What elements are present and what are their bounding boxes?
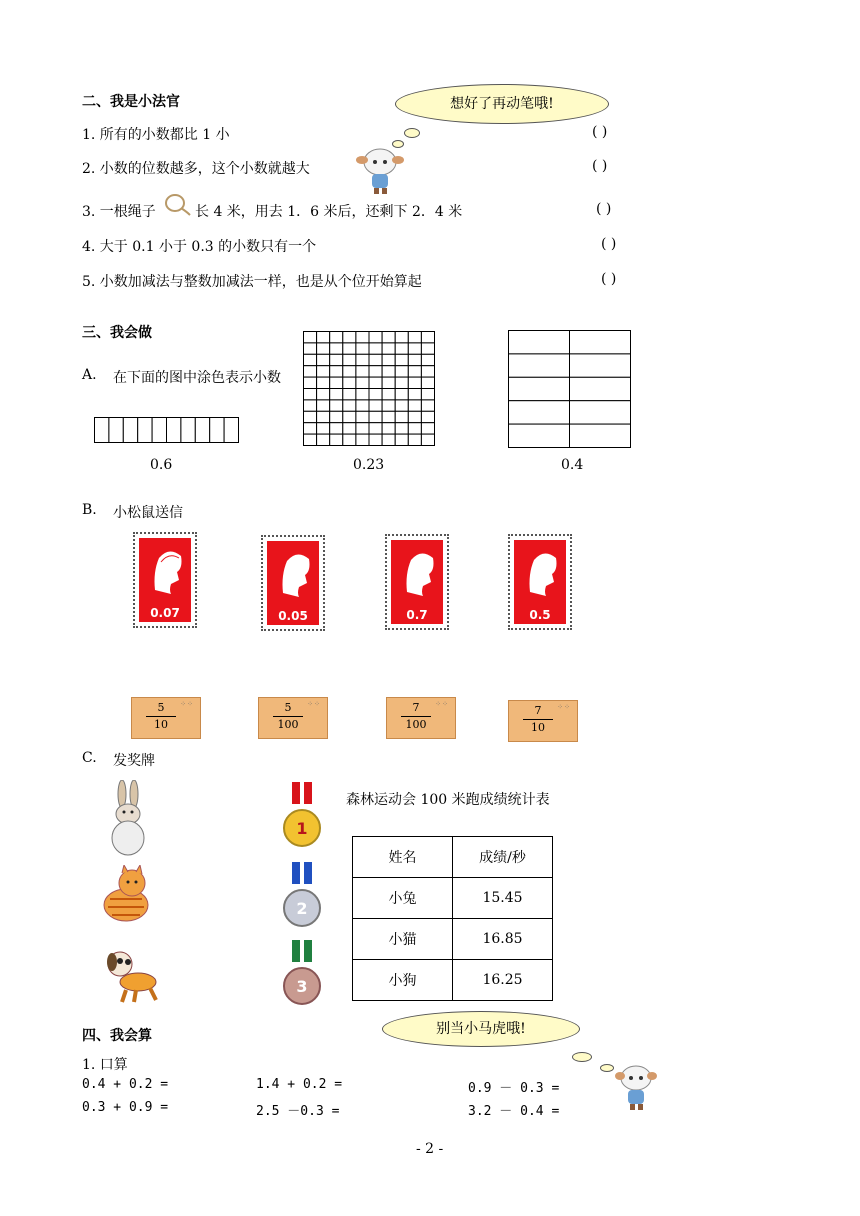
fraction-numerator: 5 <box>284 701 292 714</box>
grid-cell[interactable] <box>317 389 330 400</box>
grid-cell[interactable] <box>395 434 408 445</box>
part-c-label: C. <box>82 750 97 766</box>
section3-title: 三、我会做 <box>82 325 152 341</box>
grid-cell[interactable] <box>408 423 421 434</box>
grid-cell[interactable] <box>369 389 382 400</box>
grid-label-fifths: 0.4 <box>561 457 584 473</box>
grid-cell[interactable] <box>330 377 343 388</box>
table-row <box>353 919 553 960</box>
stamp-value: 0.07 <box>150 606 180 620</box>
grid-cell[interactable] <box>570 354 631 377</box>
postcode-dots-icon: ⁘⁘ <box>435 700 449 708</box>
grid-label-hundredths: 0.23 <box>353 457 385 473</box>
hundredths-grid[interactable] <box>303 331 435 446</box>
grid-cell[interactable] <box>382 423 395 434</box>
grid-cell[interactable] <box>304 434 317 445</box>
grid-cell[interactable] <box>369 434 382 445</box>
grid-cell[interactable] <box>317 400 330 411</box>
grid-cell[interactable] <box>408 377 421 388</box>
grid-cell[interactable] <box>356 354 369 365</box>
grid-cell[interactable] <box>330 343 343 354</box>
grid-cell[interactable] <box>408 400 421 411</box>
table-cell: 16.25 <box>453 960 553 1001</box>
judge-item-1: 1. 所有的小数都比 1 小 <box>82 127 230 143</box>
math-problem[interactable]: 3.2 － 0.4 = <box>468 1104 560 1119</box>
grid-cell[interactable] <box>369 332 382 343</box>
judge-item-3b: 长 4 米，用去 1．6 米后，还剩下 2．4 米 <box>195 204 463 220</box>
grid-cell[interactable] <box>356 366 369 377</box>
cat-icon[interactable] <box>96 865 156 925</box>
grid-cell[interactable] <box>395 366 408 377</box>
grid-cell[interactable] <box>330 434 343 445</box>
grid-cell[interactable] <box>408 389 421 400</box>
table-header-score: 成绩/秒 <box>453 837 553 878</box>
grid-cell[interactable] <box>138 418 152 443</box>
page-number: - 2 - <box>416 1141 444 1157</box>
gold-medal-icon[interactable] <box>280 780 324 852</box>
grid-cell[interactable] <box>395 354 408 365</box>
table-row <box>353 878 553 919</box>
table-cell: 16.85 <box>453 919 553 960</box>
answer-paren-5[interactable]: ( ) <box>601 271 617 287</box>
grid-cell[interactable] <box>369 354 382 365</box>
answer-paren-3[interactable]: ( ) <box>596 201 612 217</box>
grid-cell[interactable] <box>304 332 317 343</box>
grid-cell[interactable] <box>330 332 343 343</box>
grid-cell[interactable] <box>395 343 408 354</box>
grid-cell[interactable] <box>382 366 395 377</box>
stamp[interactable] <box>508 534 572 630</box>
postcode-dots-icon: ⁘⁘ <box>557 703 571 711</box>
sheep-mascot-icon <box>352 146 408 194</box>
rope-icon <box>163 192 191 216</box>
grid-cell[interactable] <box>395 423 408 434</box>
grid-cell[interactable] <box>382 377 395 388</box>
fraction-numerator: 7 <box>534 704 542 717</box>
grid-cell[interactable] <box>356 377 369 388</box>
part-a-text: 在下面的图中涂色表示小数 <box>113 370 281 386</box>
part-c-text: 发奖牌 <box>113 753 155 769</box>
sheep-mascot-icon <box>612 1062 662 1112</box>
envelope[interactable] <box>131 697 201 739</box>
judge-item-3a: 3. 一根绳子 <box>82 204 156 220</box>
grid-cell[interactable] <box>421 366 434 377</box>
dog-icon[interactable] <box>102 946 162 1004</box>
bubble-dot <box>572 1052 592 1062</box>
grid-cell[interactable] <box>421 377 434 388</box>
grid-cell[interactable] <box>356 332 369 343</box>
grid-cell[interactable] <box>356 400 369 411</box>
grid-cell[interactable] <box>343 389 356 400</box>
table-header-row <box>353 837 553 878</box>
medal-number: 1 <box>296 819 308 838</box>
grid-cell[interactable] <box>509 354 570 377</box>
grid-cell[interactable] <box>382 434 395 445</box>
grid-cell[interactable] <box>356 411 369 422</box>
grid-cell[interactable] <box>395 332 408 343</box>
grid-cell[interactable] <box>317 377 330 388</box>
grid-cell[interactable] <box>356 434 369 445</box>
grid-cell[interactable] <box>408 411 421 422</box>
score-table <box>352 836 553 1001</box>
grid-cell[interactable] <box>369 423 382 434</box>
grid-cell[interactable] <box>395 400 408 411</box>
five-by-two-grid[interactable] <box>508 330 631 448</box>
section4-title: 四、我会算 <box>82 1028 152 1044</box>
grid-cell[interactable] <box>369 400 382 411</box>
fraction-denominator: 100 <box>405 718 427 731</box>
grid-cell[interactable] <box>317 411 330 422</box>
math-problem[interactable]: 0.3 + 0.9 = <box>82 1100 169 1115</box>
grid-cell[interactable] <box>509 401 570 424</box>
grid-cell[interactable] <box>195 418 209 443</box>
envelope[interactable] <box>508 700 578 742</box>
table-header-name: 姓名 <box>353 837 453 878</box>
grid-cell[interactable] <box>395 377 408 388</box>
grid-cell[interactable] <box>317 423 330 434</box>
grid-cell[interactable] <box>181 418 195 443</box>
envelope[interactable] <box>386 697 456 739</box>
grid-cell[interactable] <box>330 411 343 422</box>
grid-cell[interactable] <box>421 332 434 343</box>
stamp-value: 0.05 <box>278 609 308 623</box>
grid-cell[interactable] <box>95 418 109 443</box>
grid-cell[interactable] <box>167 418 181 443</box>
grid-cell[interactable] <box>330 366 343 377</box>
bubble-text: 别当小马虎哦! <box>436 1021 526 1037</box>
table-cell: 小猫 <box>353 919 453 960</box>
stamp-value: 0.7 <box>406 608 428 622</box>
grid-cell[interactable] <box>317 434 330 445</box>
judge-item-2: 2. 小数的位数越多，这个小数就越大 <box>82 161 310 177</box>
grid-cell[interactable] <box>317 343 330 354</box>
stamp-value: 0.5 <box>529 608 551 622</box>
mental-math-label: 1. 口算 <box>82 1057 128 1073</box>
fraction-denominator: 100 <box>277 718 299 731</box>
grid-cell[interactable] <box>317 332 330 343</box>
grid-cell[interactable] <box>408 332 421 343</box>
grid-cell[interactable] <box>408 343 421 354</box>
answer-paren-4[interactable]: ( ) <box>601 236 617 252</box>
grid-cell[interactable] <box>382 411 395 422</box>
grid-cell[interactable] <box>343 400 356 411</box>
tenths-strip-grid[interactable] <box>94 417 240 443</box>
grid-cell[interactable] <box>304 389 317 400</box>
fraction-denominator: 10 <box>531 721 545 734</box>
part-b-text: 小松鼠送信 <box>113 505 183 521</box>
thought-bubble <box>382 1011 580 1047</box>
grid-cell[interactable] <box>382 332 395 343</box>
grid-cell[interactable] <box>421 423 434 434</box>
table-title: 森林运动会 100 米跑成绩统计表 <box>346 792 550 808</box>
grid-cell[interactable] <box>570 331 631 354</box>
grid-cell[interactable] <box>304 354 317 365</box>
grid-cell[interactable] <box>570 424 631 447</box>
fraction-denominator: 10 <box>154 718 168 731</box>
judge-item-4: 4. 大于 0.1 小于 0.3 的小数只有一个 <box>82 239 317 255</box>
table-cell: 15.45 <box>453 878 553 919</box>
grid-cell[interactable] <box>369 343 382 354</box>
grid-cell[interactable] <box>382 354 395 365</box>
grid-cell[interactable] <box>343 411 356 422</box>
medal-number: 2 <box>296 899 308 918</box>
grid-cell[interactable] <box>509 331 570 354</box>
grid-cell[interactable] <box>123 418 137 443</box>
grid-cell[interactable] <box>343 434 356 445</box>
math-problem[interactable]: 0.4 + 0.2 = <box>82 1077 169 1092</box>
grid-cell[interactable] <box>356 389 369 400</box>
part-b-label: B. <box>82 502 97 518</box>
part-a-label: A. <box>82 367 97 383</box>
section2-title: 二、我是小法官 <box>82 94 180 110</box>
grid-cell[interactable] <box>408 366 421 377</box>
head-profile-icon <box>267 541 323 601</box>
head-profile-icon <box>139 538 195 598</box>
grid-cell[interactable] <box>421 343 434 354</box>
grid-cell[interactable] <box>343 423 356 434</box>
postcode-dots-icon: ⁘⁘ <box>180 700 194 708</box>
head-profile-icon <box>391 540 447 600</box>
grid-cell[interactable] <box>109 418 123 443</box>
fraction-numerator: 5 <box>157 701 165 714</box>
rabbit-icon[interactable] <box>100 780 156 858</box>
grid-cell[interactable] <box>369 411 382 422</box>
grid-cell[interactable] <box>304 366 317 377</box>
grid-cell[interactable] <box>304 423 317 434</box>
answer-paren-1[interactable]: ( ) <box>592 124 608 140</box>
grid-cell[interactable] <box>317 354 330 365</box>
grid-cell[interactable] <box>330 400 343 411</box>
medal-number: 3 <box>296 977 308 996</box>
table-row <box>353 960 553 1001</box>
grid-cell[interactable] <box>570 377 631 400</box>
bubble-text: 想好了再动笔哦! <box>450 96 554 112</box>
math-problem[interactable]: 1.4 + 0.2 = <box>256 1077 343 1092</box>
fraction-numerator: 7 <box>412 701 420 714</box>
table-cell: 小狗 <box>353 960 453 1001</box>
grid-cell[interactable] <box>210 418 224 443</box>
table-cell: 小兔 <box>353 878 453 919</box>
grid-cell[interactable] <box>395 411 408 422</box>
grid-cell[interactable] <box>152 418 166 443</box>
grid-cell[interactable] <box>356 343 369 354</box>
grid-cell[interactable] <box>330 389 343 400</box>
grid-cell[interactable] <box>382 389 395 400</box>
bubble-dot <box>404 128 420 138</box>
stamp[interactable] <box>133 532 197 628</box>
judge-item-5: 5. 小数加减法与整数加减法一样，也是从个位开始算起 <box>82 274 422 290</box>
stamp[interactable] <box>385 534 449 630</box>
grid-cell[interactable] <box>330 354 343 365</box>
answer-paren-2[interactable]: ( ) <box>592 158 608 174</box>
grid-cell[interactable] <box>343 366 356 377</box>
grid-label-tenths: 0.6 <box>150 457 173 473</box>
grid-cell[interactable] <box>317 366 330 377</box>
grid-cell[interactable] <box>570 401 631 424</box>
stamp[interactable] <box>261 535 325 631</box>
grid-cell[interactable] <box>509 377 570 400</box>
postcode-dots-icon: ⁘⁘ <box>307 700 321 708</box>
grid-cell[interactable] <box>304 411 317 422</box>
grid-cell[interactable] <box>343 332 356 343</box>
envelope[interactable] <box>258 697 328 739</box>
grid-cell[interactable] <box>369 366 382 377</box>
grid-cell[interactable] <box>343 343 356 354</box>
bronze-medal-icon[interactable] <box>280 938 324 1010</box>
math-problem[interactable]: 2.5 －0.3 = <box>256 1104 340 1119</box>
grid-cell[interactable] <box>421 354 434 365</box>
grid-cell[interactable] <box>304 343 317 354</box>
grid-cell[interactable] <box>304 377 317 388</box>
grid-cell[interactable] <box>421 434 434 445</box>
grid-cell[interactable] <box>330 423 343 434</box>
grid-cell[interactable] <box>408 354 421 365</box>
grid-cell[interactable] <box>304 400 317 411</box>
thought-bubble <box>395 84 609 124</box>
grid-cell[interactable] <box>343 377 356 388</box>
grid-cell[interactable] <box>421 411 434 422</box>
grid-cell[interactable] <box>395 389 408 400</box>
grid-cell[interactable] <box>356 423 369 434</box>
head-profile-icon <box>514 540 570 600</box>
grid-cell[interactable] <box>382 343 395 354</box>
grid-cell[interactable] <box>369 377 382 388</box>
grid-cell[interactable] <box>224 418 238 443</box>
grid-cell[interactable] <box>382 400 395 411</box>
grid-cell[interactable] <box>408 434 421 445</box>
silver-medal-icon[interactable] <box>280 860 324 932</box>
grid-cell[interactable] <box>421 389 434 400</box>
grid-cell[interactable] <box>509 424 570 447</box>
grid-cell[interactable] <box>421 400 434 411</box>
grid-cell[interactable] <box>343 354 356 365</box>
math-problem[interactable]: 0.9 － 0.3 = <box>468 1081 560 1096</box>
